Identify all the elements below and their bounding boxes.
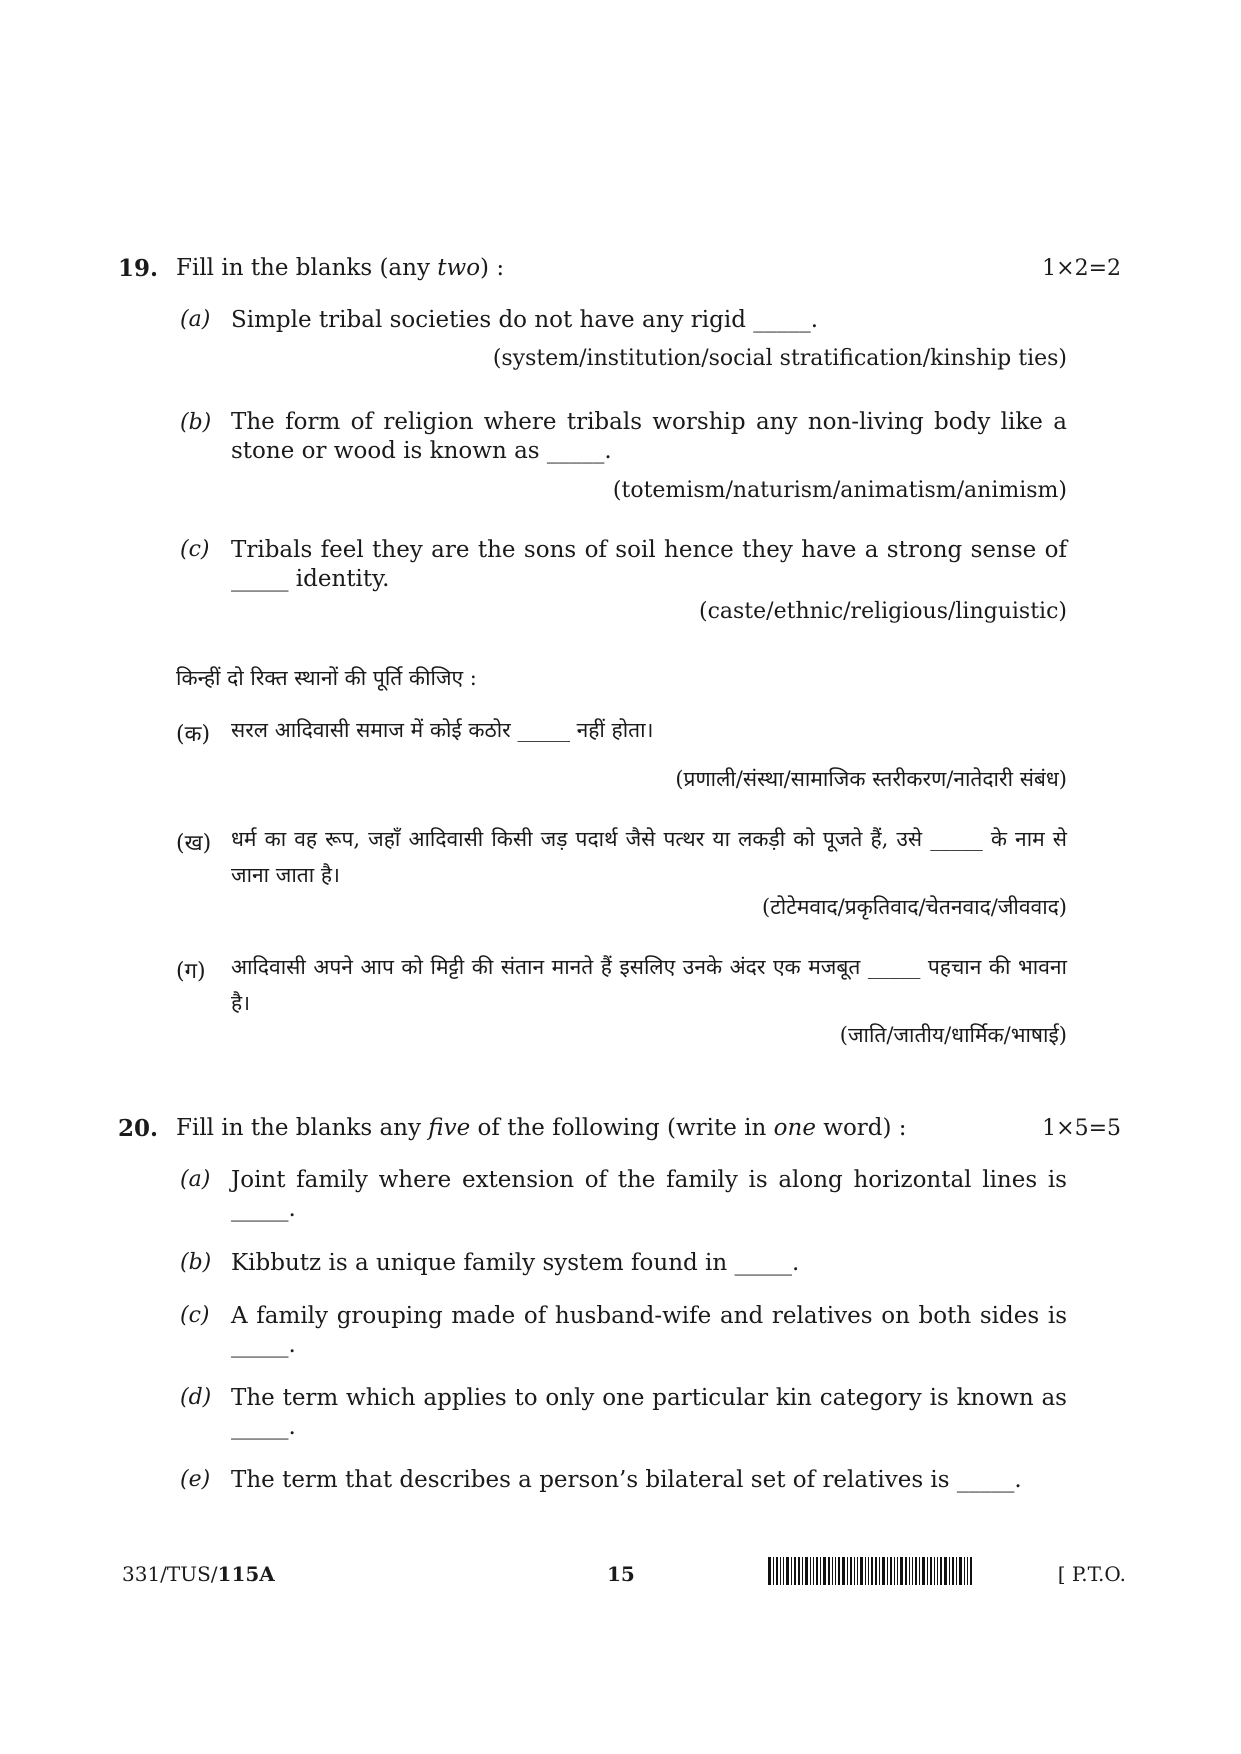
q19-item-b-text: The form of religion where tribals worship any non-living body like a stone or wood is known as _____.: [231, 409, 1067, 464]
q19-hindi-item-ga-text: आदिवासी अपने आप को मिट्टी की संतान मानते हैं इसलिए उनके अंदर एक मजबूत _____ पहचान की भावना है।: [231, 955, 1067, 1015]
barcode-bar: [894, 1557, 895, 1585]
barcode-bar: [930, 1557, 932, 1585]
barcode-bar: [865, 1557, 866, 1585]
barcode-bar: [838, 1557, 840, 1585]
q19-item-a-label: (a): [180, 307, 211, 332]
q20-item-a-text: Joint family where extension of the family is along horizontal lines is _____.: [231, 1167, 1067, 1222]
barcode-bar: [909, 1557, 910, 1585]
q19-hindi-item-kha-options: (टोटेमवाद/प्रकृतिवाद/चेतनवाद/जीववाद): [762, 895, 1067, 919]
barcode-bar: [964, 1557, 965, 1585]
barcode-bar: [816, 1557, 818, 1585]
q20-item-c-text: A family grouping made of husband-wife and relatives on both sides is _____.: [231, 1303, 1067, 1358]
q20-item-b-text: Kibbutz is a unique family system found in _____.: [231, 1250, 800, 1276]
paper-code-suffix: 115A: [217, 1562, 275, 1586]
barcode-bar: [967, 1557, 968, 1585]
barcode-bar: [810, 1557, 811, 1585]
barcode-bar: [919, 1557, 920, 1585]
q19-hindi-item-kha-text: धर्म का वह रूप, जहाँ आदिवासी किसी जड़ पदार्थ जैसे पत्थर या लकड़ी को पूजते हैं, उसे _____ के नाम से जाना जाता है।: [231, 827, 1067, 887]
barcode-bar: [912, 1557, 913, 1585]
instruction-part: Fill in the blanks (any: [176, 255, 438, 281]
q19-item-b-options: (totemism/naturism/animatism/animism): [612, 478, 1067, 503]
q20-item-b-label: (b): [180, 1250, 212, 1275]
instruction-part: of the following (write in: [470, 1115, 774, 1141]
question-20-number: 20.: [118, 1115, 159, 1142]
barcode-bar: [905, 1557, 907, 1585]
pto-marker: [ P.T.O.: [1057, 1562, 1126, 1586]
barcode-bar: [791, 1557, 792, 1585]
barcode-bar: [805, 1557, 808, 1585]
barcode-bar: [798, 1557, 800, 1585]
barcode-bar: [802, 1557, 803, 1585]
q19-hindi-item-ka-options: (प्रणाली/संस्था/सामाजिक स्तरीकरण/नातेदारी संबंध): [675, 767, 1067, 791]
barcode-bar: [959, 1557, 962, 1585]
instruction-part: Fill in the blanks any: [176, 1115, 429, 1141]
barcode-bar: [783, 1557, 784, 1585]
q20-item-c-label: (c): [180, 1303, 210, 1328]
question-19-marks: 1×2=2: [1042, 256, 1121, 281]
paper-code: [122, 1562, 275, 1586]
paper-code-prefix: 331/TUS/: [122, 1562, 218, 1586]
q19-hindi-instruction: किन्हीं दो रिक्त स्थानों की पूर्ति कीजिए :: [176, 666, 477, 690]
instruction-emphasis: one: [773, 1115, 816, 1141]
barcode-bar: [900, 1557, 903, 1585]
question-20-instruction: [176, 1115, 907, 1141]
page-number: 15: [607, 1562, 635, 1586]
barcode-bar: [847, 1557, 848, 1585]
barcode-bar: [868, 1557, 869, 1585]
barcode-bar: [937, 1557, 938, 1585]
barcode-bar: [813, 1557, 814, 1585]
question-19-number: 19.: [118, 255, 159, 282]
barcode-bar: [828, 1557, 830, 1585]
barcode-bar: [952, 1557, 954, 1585]
q20-item-d-text: The term which applies to only one particular kin category is known as _____.: [231, 1385, 1067, 1440]
instruction-emphasis: five: [428, 1115, 471, 1141]
q19-item-c-label: (c): [180, 537, 210, 562]
barcode-bar: [882, 1557, 885, 1585]
barcode-bar: [875, 1557, 877, 1585]
barcode-bar: [854, 1557, 855, 1585]
question-20-marks: 1×5=5: [1042, 1116, 1121, 1141]
q19-item-a-text: Simple tribal societies do not have any rigid _____.: [231, 307, 819, 333]
barcode-bar: [776, 1557, 778, 1585]
barcode-bar: [944, 1557, 947, 1585]
q20-item-e-label: (e): [180, 1467, 211, 1492]
barcode-bar: [820, 1557, 821, 1585]
barcode-bar: [786, 1557, 789, 1585]
barcode-bar: [780, 1557, 781, 1585]
q19-item-c-options: (caste/ethnic/religious/linguistic): [699, 599, 1067, 624]
q19-item-c-text: Tribals feel they are the sons of soil hence they have a strong sense of _____ identity.: [231, 537, 1067, 592]
q19-hindi-item-kha-label: (ख): [176, 831, 212, 856]
barcode-bar: [879, 1557, 880, 1585]
instruction-emphasis: two: [437, 255, 481, 281]
barcode-bar: [857, 1557, 858, 1585]
barcode-bar: [871, 1557, 873, 1585]
barcode-bar: [897, 1557, 898, 1585]
barcode-bar: [970, 1557, 972, 1585]
barcode-bar: [835, 1557, 836, 1585]
barcode-bar: [915, 1557, 917, 1585]
barcode-bar: [832, 1557, 833, 1585]
barcode-bar: [927, 1557, 928, 1585]
barcode-bar: [934, 1557, 935, 1585]
barcode-bar: [890, 1557, 892, 1585]
barcode-bar: [949, 1557, 950, 1585]
barcode-bar: [773, 1557, 774, 1585]
barcode-bar: [768, 1557, 771, 1585]
q19-hindi-item-ka-label: (क): [176, 722, 211, 747]
barcode-bar: [922, 1557, 925, 1585]
q19-item-a-options: (system/institution/social stratification/kinship ties): [492, 346, 1067, 371]
barcode: [768, 1557, 1020, 1585]
q19-hindi-item-ga-options: (जाति/जातीय/धार्मिक/भाषाई): [839, 1023, 1067, 1047]
q19-hindi-item-ka-text: सरल आदिवासी समाज में कोई कठोर _____ नहीं होता।: [231, 718, 654, 742]
barcode-bar: [887, 1557, 888, 1585]
barcode-bar: [850, 1557, 852, 1585]
q19-hindi-item-ga-label: (ग): [176, 959, 206, 984]
barcode-bar: [860, 1557, 863, 1585]
q20-item-a-label: (a): [180, 1167, 211, 1192]
instruction-end: ) :: [480, 255, 505, 281]
barcode-bar: [794, 1557, 796, 1585]
barcode-bar: [823, 1557, 826, 1585]
q20-item-d-label: (d): [180, 1385, 212, 1410]
barcode-bar: [842, 1557, 845, 1585]
q19-item-b-label: (b): [180, 410, 212, 435]
instruction-end: word) :: [815, 1115, 907, 1141]
question-19-instruction: [176, 255, 504, 281]
barcode-bar: [956, 1557, 957, 1585]
barcode-bar: [940, 1557, 942, 1585]
q20-item-e-text: The term that describes a person’s bilateral set of relatives is _____.: [231, 1467, 1022, 1493]
